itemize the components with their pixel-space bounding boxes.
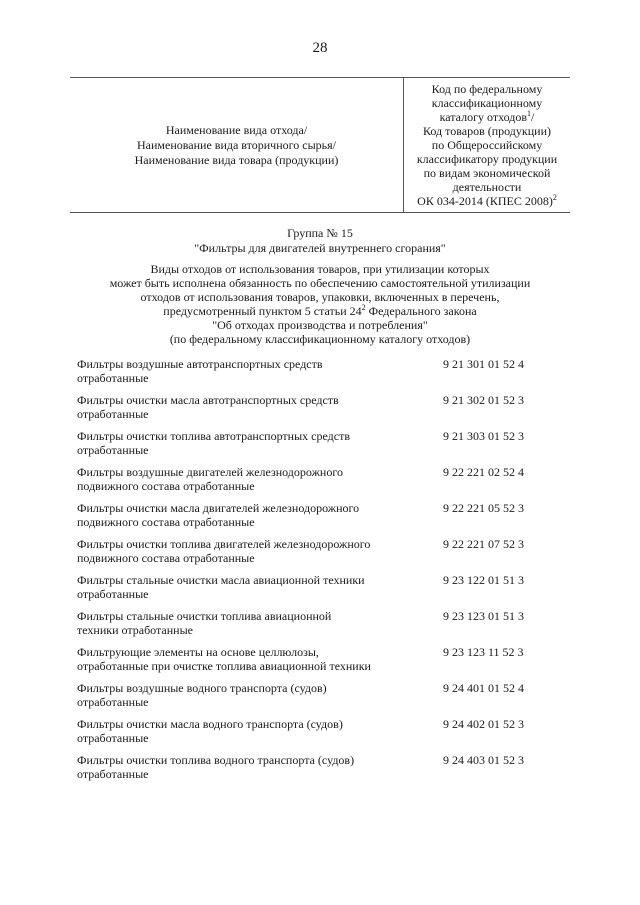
waste-name-line: Фильтры стальные очистки топлива авиационной	[77, 609, 332, 623]
header-name-line: Наименование вида товара (продукции)	[134, 152, 339, 167]
table-row	[77, 717, 570, 753]
table-row	[77, 357, 570, 393]
table-header	[70, 77, 570, 213]
table-row	[77, 465, 570, 501]
table-row	[77, 537, 570, 573]
waste-name-line: Фильтры очистки масла водного транспорта (судов)	[77, 717, 343, 731]
header-code-line: по Общероссийскому	[431, 138, 543, 152]
waste-name-line: подвижного состава отработанные	[77, 551, 255, 565]
waste-list	[77, 357, 570, 789]
waste-name	[77, 681, 407, 709]
waste-code: 9 24 402 01 52 3	[443, 717, 524, 731]
intro-text: предусмотренный пунктом 5 статьи 24	[163, 304, 362, 318]
group-name: "Фильтры для двигателей внутреннего сгорания"	[194, 241, 446, 255]
waste-name	[77, 429, 407, 457]
waste-code: 9 21 301 01 52 4	[443, 357, 524, 371]
waste-name-line: Фильтры воздушные водного транспорта (судов)	[77, 681, 327, 695]
header-code-text: ОК 034-2014 (КПЕС 2008)	[417, 194, 553, 208]
waste-name	[77, 753, 407, 781]
header-code-line	[440, 110, 535, 124]
table-row	[77, 501, 570, 537]
waste-name-line: отработанные	[77, 767, 149, 781]
waste-name-line: Фильтры стальные очистки масла авиационной техники	[77, 573, 365, 587]
table-row	[77, 609, 570, 645]
waste-name	[77, 501, 407, 529]
waste-name	[77, 717, 407, 745]
waste-name-line: отработанные	[77, 443, 149, 457]
table-row	[77, 429, 570, 465]
intro-line	[70, 304, 570, 318]
header-code-line: по видам экономической	[423, 166, 551, 180]
waste-name-line: подвижного состава отработанные	[77, 479, 255, 493]
waste-name-line: техники отработанные	[77, 623, 193, 637]
table-row	[77, 645, 570, 681]
waste-code: 9 21 303 01 52 3	[443, 429, 524, 443]
header-code-line: Код товаров (продукции)	[422, 124, 552, 138]
group-number: Группа № 15	[287, 226, 353, 240]
intro-line: Виды отходов от использования товаров, при утилизации которых	[150, 262, 490, 276]
table-row	[77, 753, 570, 789]
intro-line: "Об отходах производства и потребления"	[212, 318, 428, 332]
waste-name-line: отработанные	[77, 731, 149, 745]
header-code-column	[404, 78, 570, 212]
waste-code: 9 23 123 01 51 3	[443, 609, 524, 623]
footnote-1-marker: 1	[527, 109, 532, 118]
waste-name-line: Фильтры очистки топлива водного транспорта (судов)	[77, 753, 355, 767]
waste-name-line: Фильтры очистки топлива автотранспортных средств	[77, 429, 350, 443]
intro-line: отходов от использования товаров, упаковки, включенных в перечень,	[140, 290, 500, 304]
header-code-text: каталогу отходов	[439, 110, 528, 124]
waste-code: 9 22 221 07 52 3	[443, 537, 524, 551]
waste-name-line: отработанные	[77, 587, 149, 601]
header-code-line: Код по федеральному	[431, 82, 543, 96]
table-row	[77, 393, 570, 429]
table-row	[77, 681, 570, 717]
waste-name	[77, 357, 407, 385]
group-title	[70, 226, 570, 256]
header-code-line: деятельности	[452, 180, 522, 194]
waste-code: 9 21 302 01 52 3	[443, 393, 524, 407]
waste-name-line: Фильтры воздушные двигателей железнодорожного	[77, 465, 343, 479]
waste-name	[77, 537, 407, 565]
waste-name	[77, 609, 407, 637]
intro-superscript: 2	[361, 303, 366, 312]
header-code-line: классификатору продукции	[416, 152, 558, 166]
waste-code: 9 22 221 05 52 3	[443, 501, 524, 515]
waste-name-line: Фильтры очистки топлива двигателей железнодорожного	[77, 537, 371, 551]
waste-name-line: Фильтры очистки масла автотранспортных средств	[77, 393, 339, 407]
waste-name	[77, 573, 407, 601]
waste-name	[77, 465, 407, 493]
waste-name-line: отработанные	[77, 371, 149, 385]
header-name-line: Наименование вида отхода/	[165, 122, 308, 137]
header-code-line: классификационному	[431, 96, 543, 110]
intro-paragraph	[70, 262, 570, 346]
waste-name	[77, 393, 407, 421]
waste-name-line: отработанные	[77, 407, 149, 421]
waste-name-line: отработанные	[77, 695, 149, 709]
waste-name-line: Фильтры очистки масла двигателей железнодорожного	[77, 501, 360, 515]
header-name-line: Наименование вида вторичного сырья/	[137, 137, 336, 152]
intro-text: Федерального закона	[365, 304, 477, 318]
intro-line: может быть исполнена обязанность по обеспечению самостоятельной утилизации	[109, 276, 531, 290]
header-name-column	[70, 78, 403, 212]
waste-name-line: Фильтрующие элементы на основе целлюлозы,	[77, 645, 319, 659]
waste-code: 9 24 403 01 52 3	[443, 753, 524, 767]
header-code-line	[417, 194, 557, 208]
waste-code: 9 23 123 11 52 3	[443, 645, 524, 659]
waste-name-line: отработанные при очистке топлива авиационной техники	[77, 659, 371, 673]
waste-name	[77, 645, 407, 673]
footnote-2-marker: 2	[552, 193, 557, 202]
waste-code: 9 24 401 01 52 4	[443, 681, 524, 695]
page-number: 28	[312, 40, 328, 56]
intro-line: (по федеральному классификационному каталогу отходов)	[169, 332, 471, 346]
header-code-slash: /	[531, 110, 535, 124]
waste-name-line: подвижного состава отработанные	[77, 515, 255, 529]
waste-name-line: Фильтры воздушные автотранспортных средств	[77, 357, 323, 371]
table-row	[77, 573, 570, 609]
waste-code: 9 23 122 01 51 3	[443, 573, 524, 587]
waste-code: 9 22 221 02 52 4	[443, 465, 524, 479]
